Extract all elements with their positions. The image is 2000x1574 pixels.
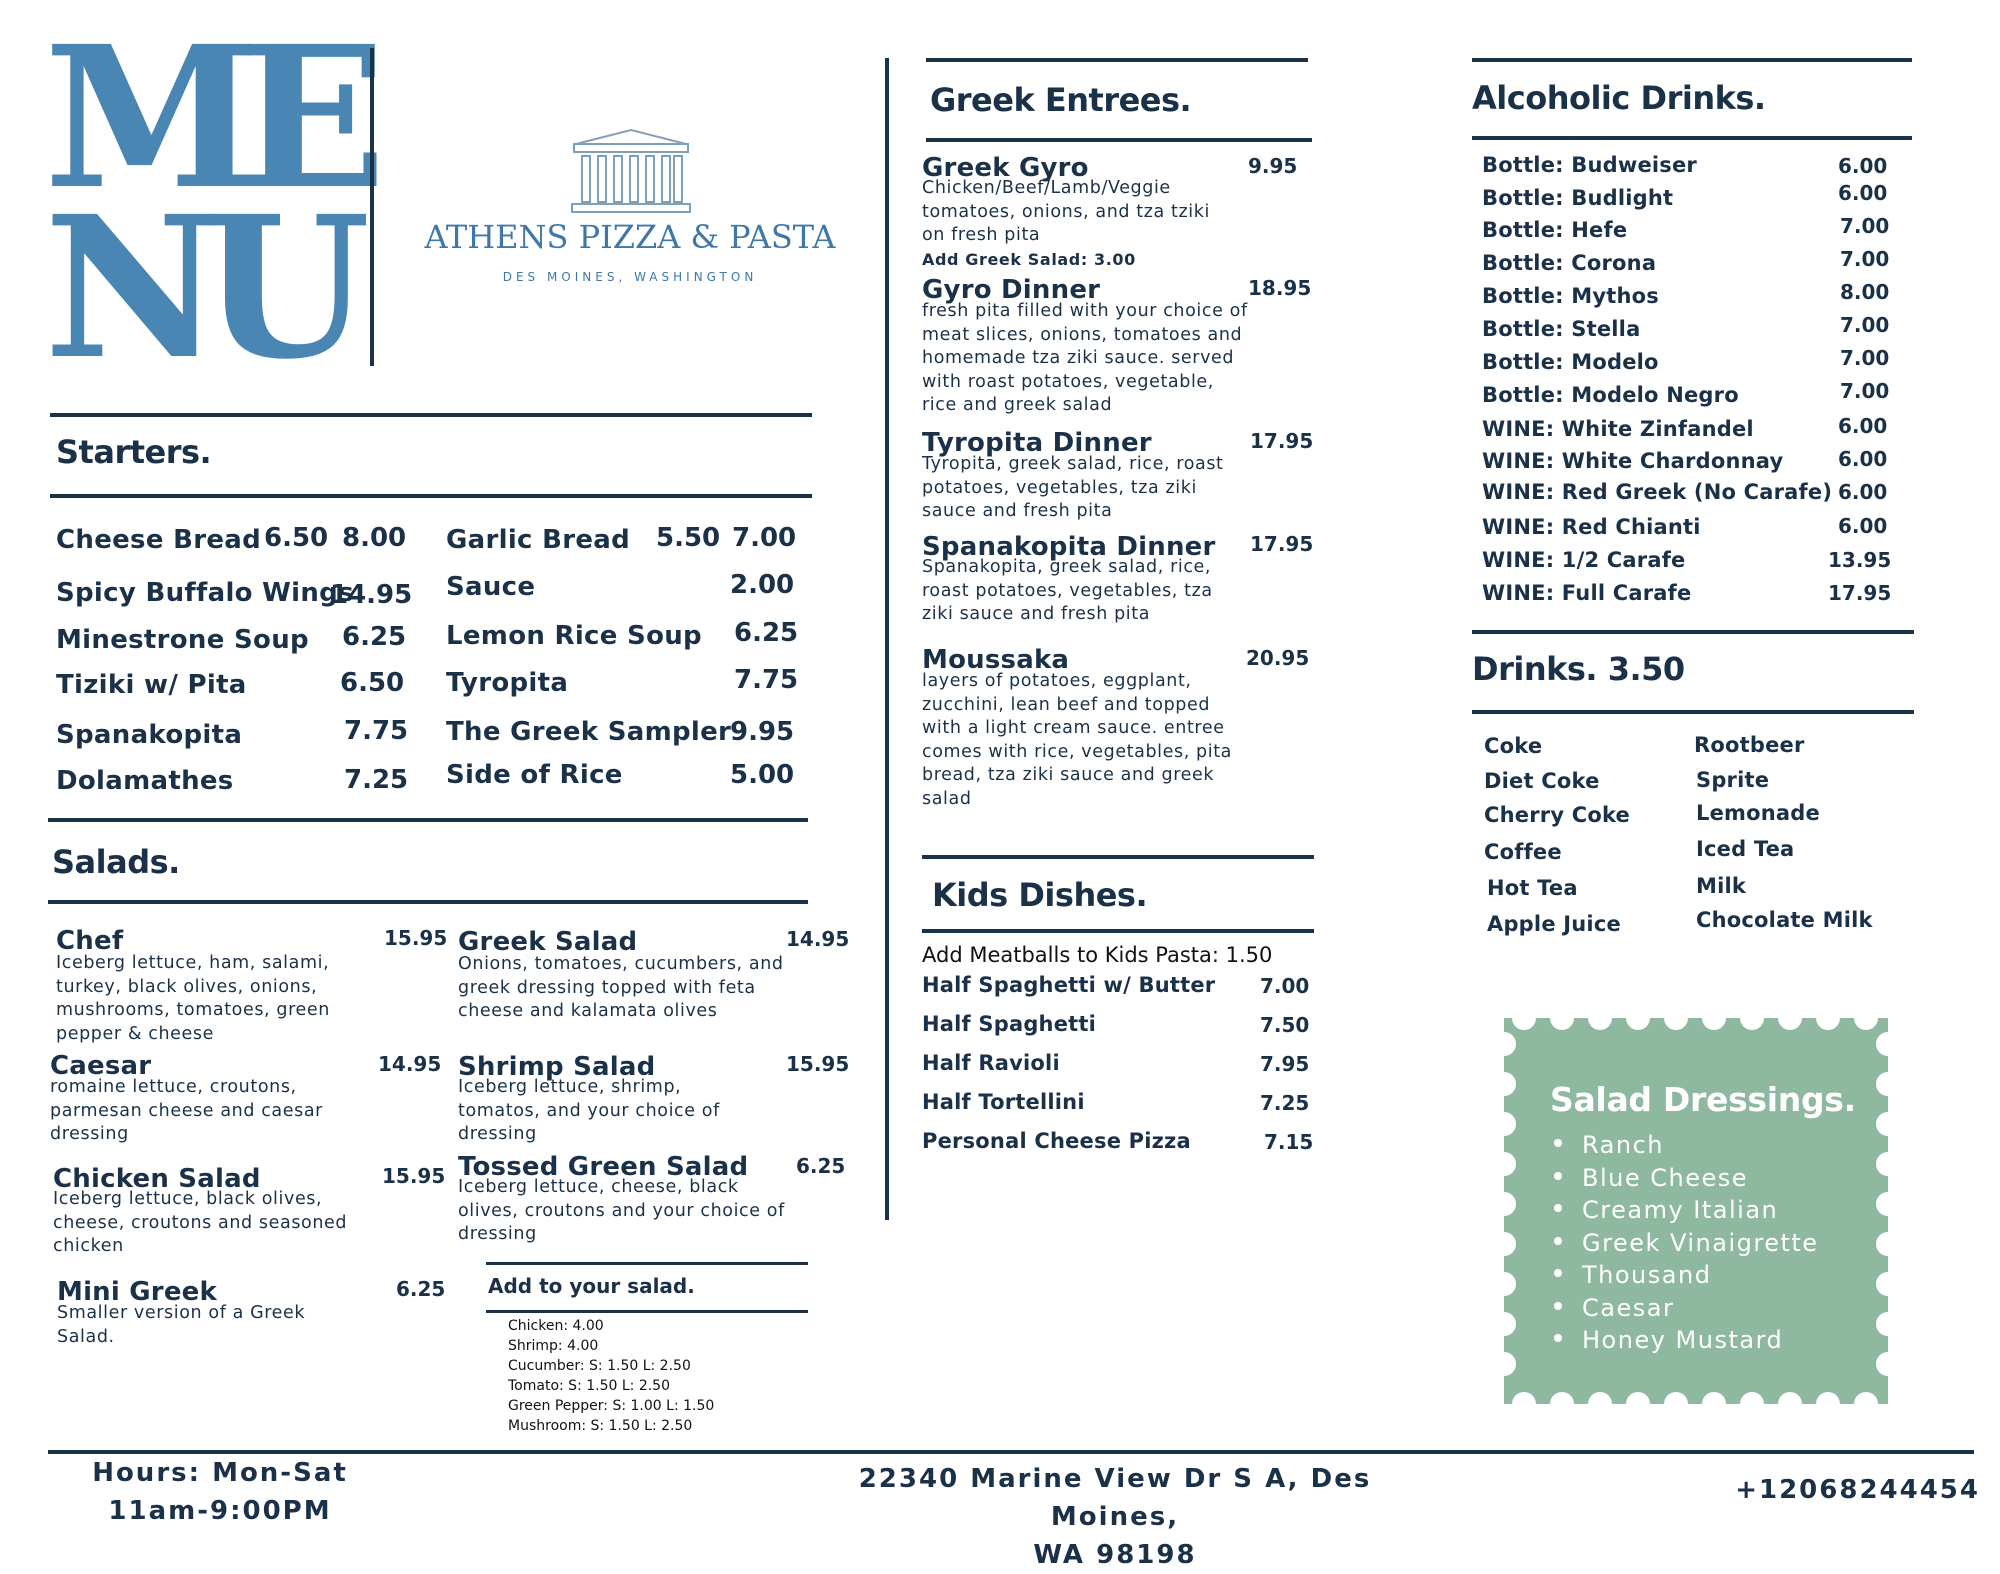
starter-price: 9.95	[730, 717, 795, 747]
salad-name: Caesar	[50, 1051, 152, 1081]
kids-item-price: 7.95	[1260, 1052, 1310, 1076]
kids-note: Add Meatballs to Kids Pasta: 1.50	[922, 943, 1273, 967]
kids-item-name: Half Spaghetti w/ Butter	[922, 973, 1216, 997]
kids-item-name: Half Tortellini	[922, 1090, 1085, 1114]
dressing-item	[1554, 1129, 1819, 1162]
alcohol-name: Bottle: Budlight	[1482, 186, 1674, 210]
alcohol-price: 8.00	[1840, 280, 1890, 304]
salad-desc: Onions, tomatoes, cucumbers, and greek dressing topped with feta cheese and kalamata olives	[458, 954, 784, 1021]
kids-title: Kids Dishes.	[932, 876, 1148, 914]
dressing-item	[1554, 1292, 1819, 1325]
salad-price: 14.95	[378, 1052, 442, 1076]
kids-item-name: Half Spaghetti	[922, 1012, 1097, 1036]
bullet-icon	[1554, 1334, 1562, 1342]
starter-name: Dolamathes	[56, 766, 234, 796]
salad-name: Greek Salad	[458, 927, 638, 957]
starter-price: 7.75	[344, 716, 409, 746]
salad-price: 15.95	[382, 1164, 446, 1188]
alcohol-title: Alcoholic Drinks.	[1472, 79, 1766, 117]
alcohol-price: 7.00	[1840, 214, 1890, 238]
starter-name: Tyropita	[446, 668, 569, 698]
drink-item: Hot Tea	[1487, 876, 1578, 900]
entree-name: Greek Gyro	[922, 153, 1089, 183]
kids-top-rule	[922, 855, 1314, 859]
salad-name: Shrimp Salad	[458, 1052, 656, 1082]
alcohol-price: 13.95	[1828, 548, 1892, 572]
alcohol-price: 7.00	[1840, 313, 1890, 337]
dressing-label: Ranch	[1582, 1131, 1664, 1159]
drink-item: Iced Tea	[1696, 837, 1795, 861]
hours-line-2: 11am-9:00PM	[108, 1496, 332, 1526]
alcohol-price: 7.00	[1840, 346, 1890, 370]
dressing-label: Greek Vinaigrette	[1582, 1228, 1819, 1257]
starter-name: Cheese Bread	[56, 525, 262, 555]
entree-desc: fresh pita filled with your choice of meat slices, onions, tomatoes and homemade tza ziki sauce. served with roast potatoes, vegetable, rice and greek salad	[922, 301, 1248, 415]
temple-logo-icon	[570, 128, 692, 214]
drink-item: Cherry Coke	[1484, 803, 1631, 827]
entree-desc: Tyropita, greek salad, rice, roast potatoes, vegetables, tza ziki sauce and fresh pita	[922, 454, 1224, 521]
starter-name: Side of Rice	[446, 760, 623, 790]
header-divider	[370, 48, 374, 366]
drink-item: Apple Juice	[1487, 912, 1621, 936]
drink-item: Rootbeer	[1694, 733, 1805, 757]
alcohol-name: Bottle: Stella	[1482, 317, 1641, 341]
starter-price: 2.00	[730, 570, 795, 600]
entree-price: 20.95	[1246, 646, 1310, 670]
footer-address	[790, 1460, 1440, 1574]
alcohol-price: 6.00	[1838, 414, 1888, 438]
kids-item-price: 7.50	[1260, 1013, 1310, 1037]
starter-price-large: 8.00	[342, 523, 407, 553]
addon-item: Mushroom: S: 1.50 L: 2.50	[508, 1418, 693, 1434]
entree-extra: Add Greek Salad: 3.00	[922, 250, 1136, 269]
alcohol-price: 7.00	[1840, 379, 1890, 403]
alcohol-name: Bottle: Modelo Negro	[1482, 383, 1739, 407]
entree-name: Moussaka	[922, 645, 1070, 675]
alcohol-name: WINE: Full Carafe	[1482, 581, 1692, 605]
dressing-item	[1554, 1324, 1819, 1357]
kids-item-name: Half Ravioli	[922, 1051, 1060, 1075]
entrees-title: Greek Entrees.	[930, 81, 1192, 119]
salad-name: Chicken Salad	[53, 1164, 261, 1194]
starter-name: Spicy Buffalo Wings	[56, 578, 354, 608]
salads-bottom-rule	[48, 900, 808, 904]
bullet-icon	[1554, 1269, 1562, 1277]
logo-location: DES MOINES, WASHINGTON	[502, 270, 758, 284]
starter-name: Minestrone Soup	[56, 625, 309, 655]
addons-bottom-rule	[486, 1310, 808, 1313]
dressing-item	[1554, 1194, 1819, 1227]
entree-price: 17.95	[1250, 429, 1314, 453]
starter-name: Garlic Bread	[446, 525, 631, 555]
salad-desc: Iceberg lettuce, shrimp, tomatos, and your choice of dressing	[458, 1077, 720, 1144]
starter-name: Tiziki w/ Pita	[56, 670, 247, 700]
salad-name: Tossed Green Salad	[458, 1152, 749, 1182]
starter-price: 5.50	[656, 523, 721, 553]
alcohol-price: 17.95	[1828, 581, 1892, 605]
addon-item: Tomato: S: 1.50 L: 2.50	[508, 1378, 670, 1394]
starter-price: 7.75	[734, 665, 799, 695]
alcohol-price: 6.00	[1838, 154, 1888, 178]
drink-item: Coffee	[1484, 840, 1562, 864]
dressings-list	[1554, 1129, 1819, 1357]
addon-item: Green Pepper: S: 1.00 L: 1.50	[508, 1398, 715, 1414]
salads-title: Salads.	[52, 843, 180, 881]
entrees-bottom-rule	[926, 138, 1312, 142]
alcohol-name: WINE: 1/2 Carafe	[1482, 548, 1686, 572]
kids-bottom-rule	[922, 929, 1314, 933]
drink-item: Chocolate Milk	[1696, 908, 1873, 932]
menu-word-bottom: NU	[44, 173, 349, 402]
footer-hours	[60, 1454, 380, 1530]
hours-line-1: Hours: Mon-Sat	[92, 1458, 348, 1488]
dressing-label: Honey Mustard	[1582, 1326, 1784, 1354]
alcohol-name: WINE: White Zinfandel	[1482, 417, 1754, 441]
dressing-item	[1554, 1227, 1819, 1260]
starter-name: The Greek Sampler	[446, 717, 732, 747]
entree-name: Tyropita Dinner	[922, 428, 1152, 458]
bullet-icon	[1554, 1172, 1562, 1180]
starter-name: Lemon Rice Soup	[446, 621, 702, 651]
alcohol-price: 6.00	[1838, 480, 1888, 504]
alcohol-price: 6.00	[1838, 514, 1888, 538]
salad-price: 15.95	[384, 926, 448, 950]
alcohol-name: WINE: Red Greek (No Carafe)	[1482, 480, 1833, 504]
kids-item-price: 7.15	[1264, 1130, 1314, 1154]
alcohol-top-rule	[1472, 58, 1912, 62]
drinks-title: Drinks. 3.50	[1472, 650, 1685, 688]
entree-price: 9.95	[1248, 154, 1298, 178]
entree-name: Gyro Dinner	[922, 275, 1101, 305]
logo-name: ATHENS PIZZA & PASTA	[424, 218, 836, 256]
bullet-icon	[1554, 1204, 1562, 1212]
alcohol-name: WINE: Red Chianti	[1482, 515, 1701, 539]
salad-desc: Iceberg lettuce, ham, salami, turkey, black olives, onions, mushrooms, tomatoes, green pepper & cheese	[56, 953, 330, 1044]
starter-price-large: 7.00	[732, 523, 797, 553]
starter-name: Spanakopita	[56, 720, 243, 750]
entree-desc: Chicken/Beef/Lamb/Veggie tomatoes, onions, and tza tziki on fresh pita	[922, 178, 1210, 245]
dressing-label: Thousand	[1582, 1261, 1712, 1289]
alcohol-name: Bottle: Corona	[1482, 251, 1657, 275]
menu-word-top: ME	[44, 3, 365, 232]
salad-desc: Iceberg lettuce, black olives, cheese, croutons and seasoned chicken	[53, 1189, 348, 1256]
starter-name: Sauce	[446, 572, 536, 602]
entrees-top-rule	[926, 58, 1308, 62]
dressing-label: Caesar	[1582, 1293, 1675, 1322]
starter-price: 5.00	[730, 760, 795, 790]
addon-item: Cucumber: S: 1.50 L: 2.50	[508, 1358, 691, 1374]
address-line-2: WA 98198	[1033, 1540, 1197, 1570]
alcohol-price: 7.00	[1840, 247, 1890, 271]
addon-item: Chicken: 4.00	[508, 1318, 604, 1334]
drink-item: Milk	[1696, 874, 1747, 898]
salads-top-rule	[48, 818, 808, 822]
footer-phone: +12068244454	[1735, 1475, 1980, 1505]
entree-desc: layers of potatoes, eggplant, zucchini, lean beef and topped with a light cream sauce. entree comes with rice, vegetables, pita bread, tza ziki sauce and greek salad	[922, 671, 1233, 809]
alcohol-name: Bottle: Hefe	[1482, 218, 1628, 242]
entree-desc: Spanakopita, greek salad, rice, roast potatoes, vegetables, tza ziki sauce and fresh pita	[922, 557, 1213, 624]
alcohol-name: Bottle: Modelo	[1482, 350, 1659, 374]
starter-price: 14.95	[330, 580, 413, 610]
drinks-bottom-rule	[1472, 710, 1914, 714]
drink-item: Sprite	[1696, 768, 1770, 792]
bullet-icon	[1554, 1139, 1562, 1147]
kids-item-name: Personal Cheese Pizza	[922, 1129, 1191, 1153]
salad-price: 6.25	[796, 1154, 846, 1178]
dressing-item	[1554, 1162, 1819, 1195]
entree-price: 17.95	[1250, 532, 1314, 556]
addons-top-rule	[486, 1262, 808, 1265]
alcohol-name: Bottle: Mythos	[1482, 284, 1659, 308]
bullet-icon	[1554, 1237, 1562, 1245]
starters-top-rule	[50, 413, 812, 417]
starter-price: 6.50	[264, 523, 329, 553]
column-divider	[885, 58, 889, 1220]
starter-price: 6.25	[734, 618, 799, 648]
starter-price: 6.25	[342, 622, 407, 652]
salad-desc: romaine lettuce, croutons, parmesan cheese and caesar dressing	[50, 1077, 323, 1144]
salad-name: Mini Greek	[57, 1277, 217, 1307]
salad-desc: Iceberg lettuce, cheese, black olives, croutons and your choice of dressing	[458, 1177, 785, 1244]
salad-price: 14.95	[786, 927, 850, 951]
alcohol-price: 6.00	[1838, 447, 1888, 471]
alcohol-price: 6.00	[1838, 181, 1888, 205]
salad-price: 15.95	[786, 1052, 850, 1076]
drink-item: Diet Coke	[1484, 769, 1600, 793]
kids-item-price: 7.00	[1260, 974, 1310, 998]
bullet-icon	[1554, 1302, 1562, 1310]
salad-price: 6.25	[396, 1277, 446, 1301]
drinks-top-rule	[1472, 630, 1914, 634]
starters-bottom-rule	[50, 494, 812, 498]
address-line-1: 22340 Marine View Dr S A, Des Moines,	[858, 1464, 1372, 1532]
alcohol-name: Bottle: Budweiser	[1482, 153, 1697, 177]
dressings-title: Salad Dressings.	[1550, 1080, 1856, 1119]
alcohol-name: WINE: White Chardonnay	[1482, 449, 1784, 473]
starter-price: 7.25	[344, 765, 409, 795]
alcohol-bottom-rule	[1472, 136, 1912, 140]
addons-title: Add to your salad.	[488, 1274, 695, 1298]
salad-name: Chef	[56, 926, 124, 956]
addon-item: Shrimp: 4.00	[508, 1338, 599, 1354]
dressing-label: Blue Cheese	[1582, 1163, 1749, 1192]
entree-price: 18.95	[1248, 276, 1312, 300]
dressing-label: Creamy Italian	[1582, 1196, 1779, 1224]
starter-price: 6.50	[340, 668, 405, 698]
starters-title: Starters.	[56, 433, 212, 471]
dressing-item	[1554, 1259, 1819, 1292]
kids-item-price: 7.25	[1260, 1091, 1310, 1115]
drink-item: Coke	[1484, 734, 1543, 758]
salad-desc: Smaller version of a Greek Salad.	[57, 1303, 306, 1347]
drink-item: Lemonade	[1696, 801, 1820, 825]
entree-name: Spanakopita Dinner	[922, 532, 1216, 562]
